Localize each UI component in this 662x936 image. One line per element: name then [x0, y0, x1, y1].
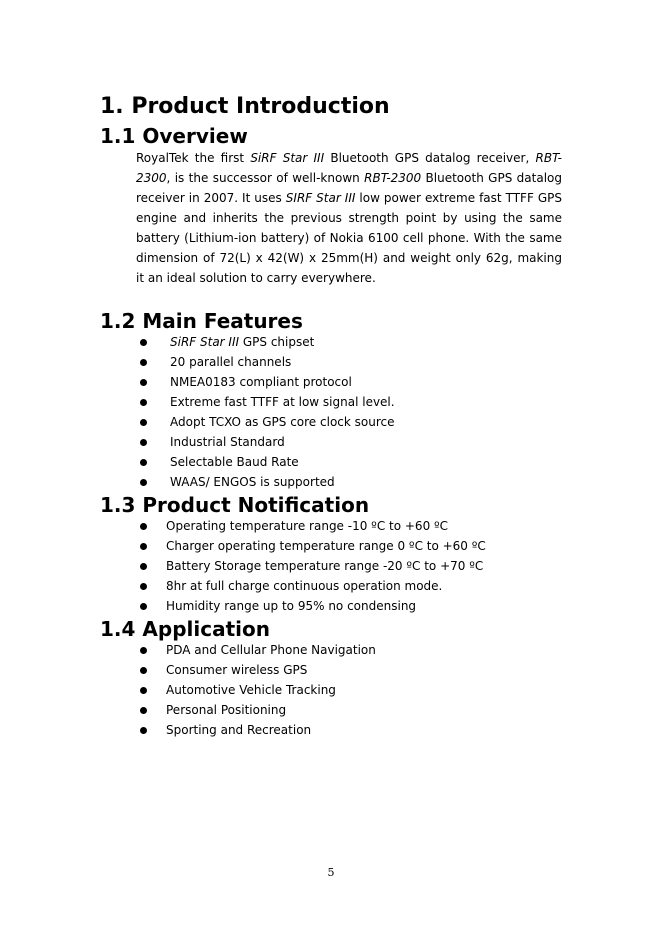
section-heading-main-features: 1.2 Main Features: [100, 309, 303, 333]
notification-text: Charger operating temperature range 0 ºC to +60 ºC: [166, 539, 486, 553]
feature-chipset-name: SiRF Star III: [170, 335, 240, 349]
bullet-icon: [140, 603, 147, 610]
overview-paragraph: [136, 148, 562, 288]
overview-text-3: , is the successor of well-known: [166, 171, 365, 185]
bullet-icon: [140, 523, 147, 530]
bullet-icon: [140, 583, 147, 590]
overview-text-4: Bluetooth GPS datalog receiver in 2007. It uses: [136, 171, 563, 205]
feature-text: [170, 332, 314, 352]
section-heading-application: 1.4 Application: [100, 617, 270, 641]
section-heading-overview: 1.1 Overview: [100, 124, 248, 148]
bullet-icon: [140, 419, 147, 426]
feature-text: 20 parallel channels: [170, 355, 292, 369]
bullet-icon: [140, 727, 147, 734]
application-text: Automotive Vehicle Tracking: [166, 683, 336, 697]
feature-text: Extreme fast TTFF at low signal level.: [170, 395, 395, 409]
overview-model-name: RBT-2300: [136, 151, 563, 185]
feature-text: Selectable Baud Rate: [170, 455, 299, 469]
application-text: Personal Positioning: [166, 703, 287, 717]
application-text: Consumer wireless GPS: [166, 663, 308, 677]
bullet-icon: [140, 379, 147, 386]
feature-chipset-rest: GPS chipset: [239, 335, 315, 349]
overview-text-5: low power extreme fast TTFF GPS engine and inherits the previous strength point by using the same battery (Lithium-ion battery) of Nokia 6100 cell phone. With the same dimension of 72(L) x 42(W) x 25mm(H) and weight only 62g, making it an ideal solution to carry everywhere.: [136, 191, 563, 285]
bullet-icon: [140, 339, 147, 346]
feature-text: Adopt TCXO as GPS core clock source: [170, 415, 395, 429]
bullet-icon: [140, 459, 147, 466]
feature-text: Industrial Standard: [170, 435, 285, 449]
bullet-icon: [140, 667, 147, 674]
overview-engine-name: SIRF Star III: [285, 191, 356, 205]
bullet-icon: [140, 647, 147, 654]
bullet-icon: [140, 399, 147, 406]
feature-text: WAAS/ ENGOS is supported: [170, 475, 335, 489]
bullet-icon: [140, 563, 147, 570]
overview-chipset-name: SiRF Star III: [250, 151, 325, 165]
notification-text: Humidity range up to 95% no condensing: [166, 599, 417, 613]
notification-text: Battery Storage temperature range -20 ºC to +70 ºC: [166, 559, 484, 573]
overview-text-1: RoyalTek the first: [136, 151, 251, 165]
overview-text-2: Bluetooth GPS datalog receiver,: [324, 151, 536, 165]
overview-model-name-2: RBT-2300: [364, 171, 422, 185]
bullet-icon: [140, 479, 147, 486]
bullet-icon: [140, 359, 147, 366]
application-text: PDA and Cellular Phone Navigation: [166, 643, 376, 657]
application-text: Sporting and Recreation: [166, 723, 312, 737]
notification-text: 8hr at full charge continuous operation mode.: [166, 579, 443, 593]
notification-text: Operating temperature range -10 ºC to +60 ºC: [166, 519, 449, 533]
bullet-icon: [140, 543, 147, 550]
bullet-icon: [140, 439, 147, 446]
page-title: 1. Product Introduction: [100, 94, 390, 119]
section-heading-product-notification: 1.3 Product Notification: [100, 493, 370, 517]
feature-text: NMEA0183 compliant protocol: [170, 375, 352, 389]
bullet-icon: [140, 687, 147, 694]
bullet-icon: [140, 707, 147, 714]
page-number: 5: [327, 866, 335, 879]
